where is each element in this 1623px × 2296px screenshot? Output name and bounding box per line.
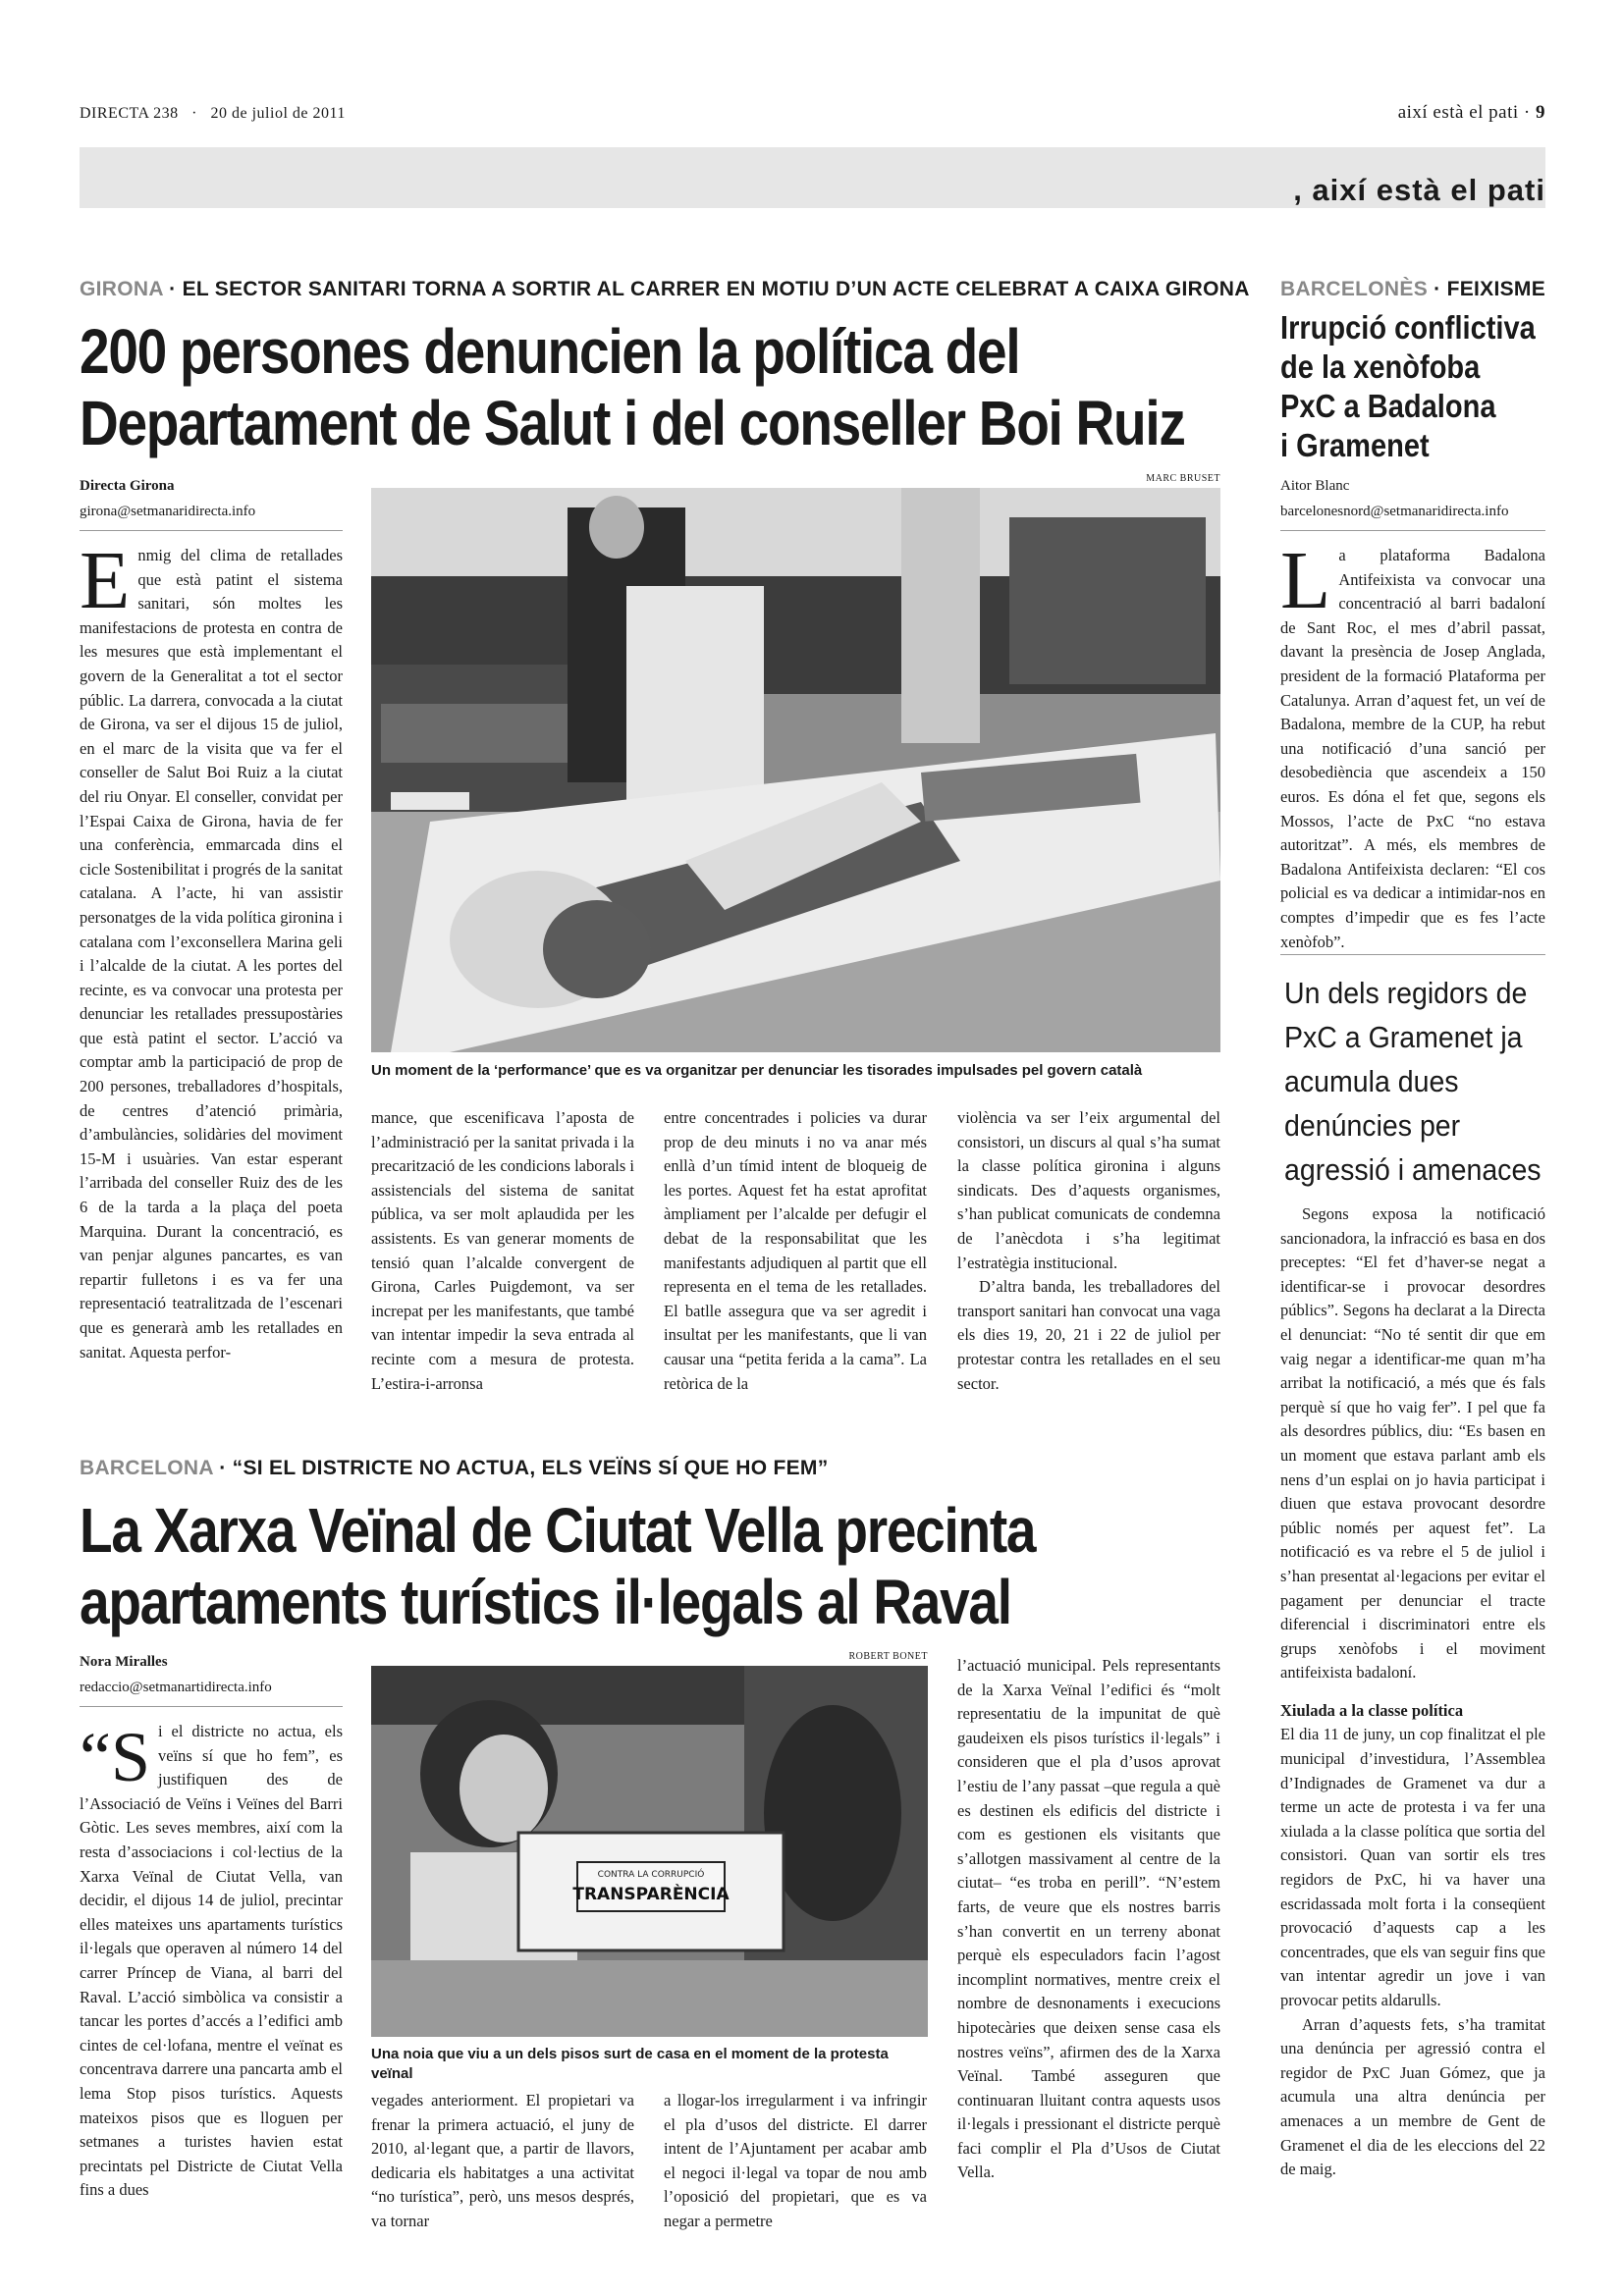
sign-line1: CONTRA LA CORRUPCIÓ — [597, 1870, 705, 1880]
article1-email: girona@setmanaridirecta.info — [80, 504, 256, 519]
article1-photo-credit: MARC BRUSET — [1146, 473, 1220, 484]
article1-col4-p1: violència va ser l’eix argumental del consistori, un discurs al qual s’ha sumat la classe política gironina i alguns sindicats. Des d’aquests organismes, s’han publicat comunicats de condemna de l’anècdota i s’ha legitimat l’estratègia institucional. — [957, 1108, 1220, 1272]
article2-headline-line1: La Xarxa Veïnal de Ciutat Vella precinta — [80, 1495, 1036, 1566]
article2-photo — [371, 1666, 928, 2037]
article2-column-3 — [664, 2089, 927, 2234]
article1-headline-line1: 200 persones denuncien la política del — [80, 316, 1020, 387]
protest-performance-photo — [371, 488, 1220, 1052]
article2-column-1 — [80, 1720, 343, 2203]
running-head-left — [80, 105, 346, 123]
sidebar-p2: Segons exposa la notificació sancionadora, la infracció es basa en dos preceptes: “El fet d’haver-se negat a identificar-se i provocar desordres públics”. Segons ha declarat a la Directa el denunciat: “No té sentit dir que em vaig negar a identificar-me quan m’ha arribat la notificació, a més que és fals perquè sí que ho vaig fer”. I pel que fa als desordres públics, diu: “Es basen en un moment que estava parlant amb els nens d’un esplai on jo havia participat i diuen que estava provocant desordre públic només per aquest fet”. La notificació es va rebre el 5 de juliol i s’han presentat al·legacions per evitar el pagament per denunciar el tracte diferencial i discriminatori entre els grups xenòfobs i el moviment antifeixista badaloní. — [1280, 1204, 1545, 1682]
neighbourhood-protest-photo — [371, 1666, 928, 2037]
separator: · — [191, 105, 197, 122]
issue-date: 20 de juliol de 2011 — [210, 105, 346, 122]
sidebar-kicker-text: · FEIXISME — [1428, 278, 1545, 300]
article1-photo — [371, 488, 1220, 1052]
article2-column-2 — [371, 2089, 634, 2234]
article1-headline — [80, 316, 1185, 459]
article2-byline — [80, 1649, 343, 1707]
pullquote-rule — [1280, 954, 1545, 955]
sidebar-subhead: Xiulada a la classe política — [1280, 1700, 1464, 1720]
article2-col2-text: vegades anteriorment. El propietari va frenar la primera actuació, el juny de 2010, al·legant que, a partir de llavors, dedicaria els habitatges a una activitat “no turística”, però, uns mesos després, va tornar — [371, 2091, 634, 2230]
sidebar-kicker — [1280, 278, 1545, 301]
sidebar-email: barcelonesnord@setmanaridirecta.info — [1280, 504, 1509, 519]
sidebar-dropcap: L — [1280, 535, 1331, 626]
article1-column-2 — [371, 1106, 634, 1396]
sidebar-p3: El dia 11 de juny, un cop finalitzat el ple municipal d’investidura, l’Assemblea d’Indignades de Gramenet va dur a terme un acte de protesta i va fer una xiulada a la classe política que sortia del consistori. Quan van sortir els tres regidors de PxC, hi va haver una escridassada molt forta i la conseqüent provocació d’aquests cap a les concentrades, que els van seguir fins que van intentar agredir un jove i van provocar petits aldarulls. — [1280, 1725, 1545, 2009]
page-number: 9 — [1536, 102, 1545, 123]
article1-column-3 — [664, 1106, 927, 1396]
article1-kicker-place: GIRONA — [80, 278, 164, 300]
article1-byline-rule — [80, 530, 343, 531]
article2-kicker — [80, 1457, 829, 1480]
article2-byline-rule — [80, 1706, 343, 1707]
sidebar-pullquote: Un dels regidors de PxC a Gramenet ja acumula dues denúncies per agressió i amenaces — [1284, 976, 1542, 1187]
sidebar-byline-rule — [1280, 530, 1545, 531]
sign-line2: TRANSPARÈNCIA — [572, 1885, 730, 1904]
article2-kicker-text: · “SI EL DISTRICTE NO ACTUA, ELS VEÏNS SÍ QUE HO FEM” — [213, 1457, 829, 1479]
sidebar-headline-line4: i Gramenet — [1280, 427, 1430, 463]
sidebar-headline — [1280, 308, 1536, 465]
section-title: , així està el pati — [1293, 173, 1545, 207]
article2-headline-line2: apartaments turístics il·legals al Raval — [80, 1567, 1011, 1637]
sidebar-kicker-place: BARCELONÈS — [1280, 278, 1429, 300]
running-section: així està el pati · — [1397, 102, 1531, 123]
article1-dropcap: E — [80, 535, 131, 626]
running-head-right — [1398, 102, 1545, 124]
issue-number: DIRECTA 238 — [80, 105, 179, 122]
sidebar-author: Aitor Blanc — [1280, 478, 1350, 494]
sidebar-headline-line2: de la xenòfoba — [1280, 348, 1481, 385]
article1-col4-p2: D’altra banda, les treballadores del transport sanitari han convocat una vaga els dies 19, 20, 21 i 22 de juliol per protestar contra les retallades en el seu sector. — [957, 1277, 1220, 1393]
article1-kicker — [80, 278, 1250, 301]
article2-dropcap: “S — [80, 1718, 150, 1796]
article1-author: Directa Girona — [80, 478, 175, 494]
article1-col1-text: nmig del clima de retallades que està patint el sistema sanitari, són moltes les manifestacions de protesta en contra de les mesures que està implementant el govern de la Generalitat a tot el sector públic. La darrera, convocada a la ciutat de Girona, va ser el dijous 15 de juliol, en el marc de la visita que va fer el conseller de Salut Boi Ruiz a la ciutat del riu Onyar. El conseller, convidat per l’Espai Caixa de Girona, havia de fer una conferència, emmarcada dins el cicle Sostenibilitat i progrés de la sanitat catalana. A l’acte, hi van assistir personatges de la vida política gironina i catalana com l’exconsellera Marina geli i l’alcalde de la ciutat. A les portes del recinte, es va convocar una protesta per denunciar les retallades pressupostàries que està patint el sector. L’acció va comptar amb la participació de prop de 200 persones, treballadores d’hospitals, de centres d’atenció primària, d’ambulàncies, solidàries del moviment 15-M i usuàries. Van estar esperant l’arribada del conseller Ruiz des de les 6 de la tarda a la plaça del poeta Marquina. Durant la concentració, es van penjar algunes pancartes, es van repartir fulletons i es va fer una representació teatralitzada de l’escenari que es generarà amb les retallades en sanitat. Aquesta perfor- — [80, 546, 343, 1362]
article2-kicker-place: BARCELONA — [80, 1457, 214, 1479]
article2-photo-credit: ROBERT BONET — [848, 1651, 928, 1662]
article1-headline-line2: Departament de Salut i del conseller Boi Ruiz — [80, 388, 1185, 458]
article2-author: Nora Miralles — [80, 1654, 168, 1670]
article1-column-1 — [80, 535, 343, 1364]
sidebar-headline-line1: Irrupció conflictiva — [1280, 309, 1536, 346]
article1-col2-text: mance, que escenificava l’aposta de l’administració per la sanitat privada i la precarització de les condicions laborals i assistencials del sistema de sanitat pública, va ser molt aplaudida per les assistents. Es van generar moments de tensió quan l’alcalde convergent de Girona, Carles Puigdemont, va ser increpat per les manifestants, que també van intentar impedir la seva entrada al recinte com a mesura de protesta. L’estira-i-arronsa — [371, 1108, 635, 1393]
sidebar-p1: a plataforma Badalona Antifeixista va convocar una concentració al barri badaloní de Sant Roc, el mes d’abril passat, davant la presència de Josep Anglada, president de la formació Plataforma per Catalunya. Arran d’aquest fet, un veí de Badalona, membre de la CUP, ha rebut una notificació d’una sanció per desobediència que ascendeix a 150 euros. Es dóna el fet que, segons els Mossos, l’acte de PxC “no estava autoritzat”. A més, els membres de Badalona Antifeixista declaren: “El cos policial es va dedicar a intimidar-nos en comptes d’impedir que es fes l’acte xenòfob”. — [1280, 546, 1545, 951]
sidebar-column-top — [1280, 535, 1545, 954]
article1-byline — [80, 473, 343, 531]
article2-column-4 — [957, 1654, 1220, 2185]
article2-col3-text: a llogar-los irregularment i va infringir el pla d’usos del districte. El darrer intent de l’Ajuntament per acabar amb el negoci il·legal va topar de nou amb l’oposició del propietari, que es va negar a permetre — [664, 2091, 927, 2230]
article2-col1-text: i el districte no actua, els veïns sí que ho fem”, es justifiquen des de l’Associació de Veïns i Veïnes del Barri Gòtic. Les seves membres, així com la resta d’associacions i col·lectius de la Xarxa Veïnal de Ciutat Vella, van decidir, el dijous 14 de juliol, precintar elles mateixes uns apartaments turístics il·legals que operaven al número 14 del carrer Príncep de Viana, al barri del Raval. L’acció simbòlica va consistir a tancar les portes d’accés a l’edifici amb cintes de cel·lofana, mentre el veïnat es concentrava darrere una pancarta amb el lema Stop pisos turístics. Aquests mateixos pisos que es lloguen per setmanes a turistes havien estat precintats pel Districte de Ciutat Vella fins a dues — [80, 1722, 343, 2200]
article1-kicker-text: · EL SECTOR SANITARI TORNA A SORTIR AL CARRER EN MOTIU D’UN ACTE CELEBRAT A CAIXA GIRONA — [163, 278, 1250, 300]
sidebar-headline-line3: PxC a Badalona — [1280, 388, 1496, 424]
sidebar-column-bottom — [1280, 1202, 1545, 2182]
article2-headline — [80, 1495, 1035, 1638]
article1-column-4 — [957, 1106, 1220, 1396]
article2-col4-text: l’actuació municipal. Pels representants de la Xarxa Veïnal l’edifici és “molt representatiu de la impunitat de què gaudeixen els pisos turístics il·legals” i consideren que el pla d’usos aprovat l’estiu de l’any passat –que regula a què es destinen els edificis del districte i com es gestionen els visitants que s’allotgen massivament al centre de la ciutat– “es troba en perill”. “N’estem farts, de veure que els nostres barris s’han convertit en un terreny abonat perquè els especuladors facin l’agost incomplint normatives, mentre creix el nombre de desnonaments i execucions hipotecàries que deixen sense casa els nostres veïns”, afirmen des de la Xarxa Veïnal. També asseguren que continuaran lluitant contra aquests usos il·legals i pressionant el districte perquè faci complir el Pla d’Usos de Ciutat Vella. — [957, 1656, 1220, 2182]
sidebar-byline — [1280, 473, 1545, 531]
article1-col3-text: entre concentrades i policies va durar prop de deu minuts i no va anar més enllà d’un tímid intent de bloqueig de les portes. Aquest fet ha estat aprofitat àmpliament per l’alcalde per defugir el debat de la responsabilitat que les manifestants adjudiquen al partit que ell representa en el tema de les retallades. El batlle assegura que va ser agredit i insultat per les manifestants, que li van causar una “petita ferida a la cama”. La retòrica de la — [664, 1108, 927, 1393]
article1-caption: Un moment de la ‘performance’ que es va organitzar per denunciar les tisorades impulsades pel govern català — [371, 1062, 1143, 1079]
article2-caption: Una noia que viu a un dels pisos surt de casa en el moment de la protesta veïnal — [371, 2046, 889, 2082]
article2-email: redaccio@setmanartidirecta.info — [80, 1680, 272, 1695]
sidebar-p4: Arran d’aquests fets, s’ha tramitat una denúncia per agressió contra el regidor de PxC Juan Gómez, que ja acumula una altra denúncia per amenaces a un membre de Gent de Gramenet el dia de les eleccions del 22 de maig. — [1280, 2014, 1545, 2179]
